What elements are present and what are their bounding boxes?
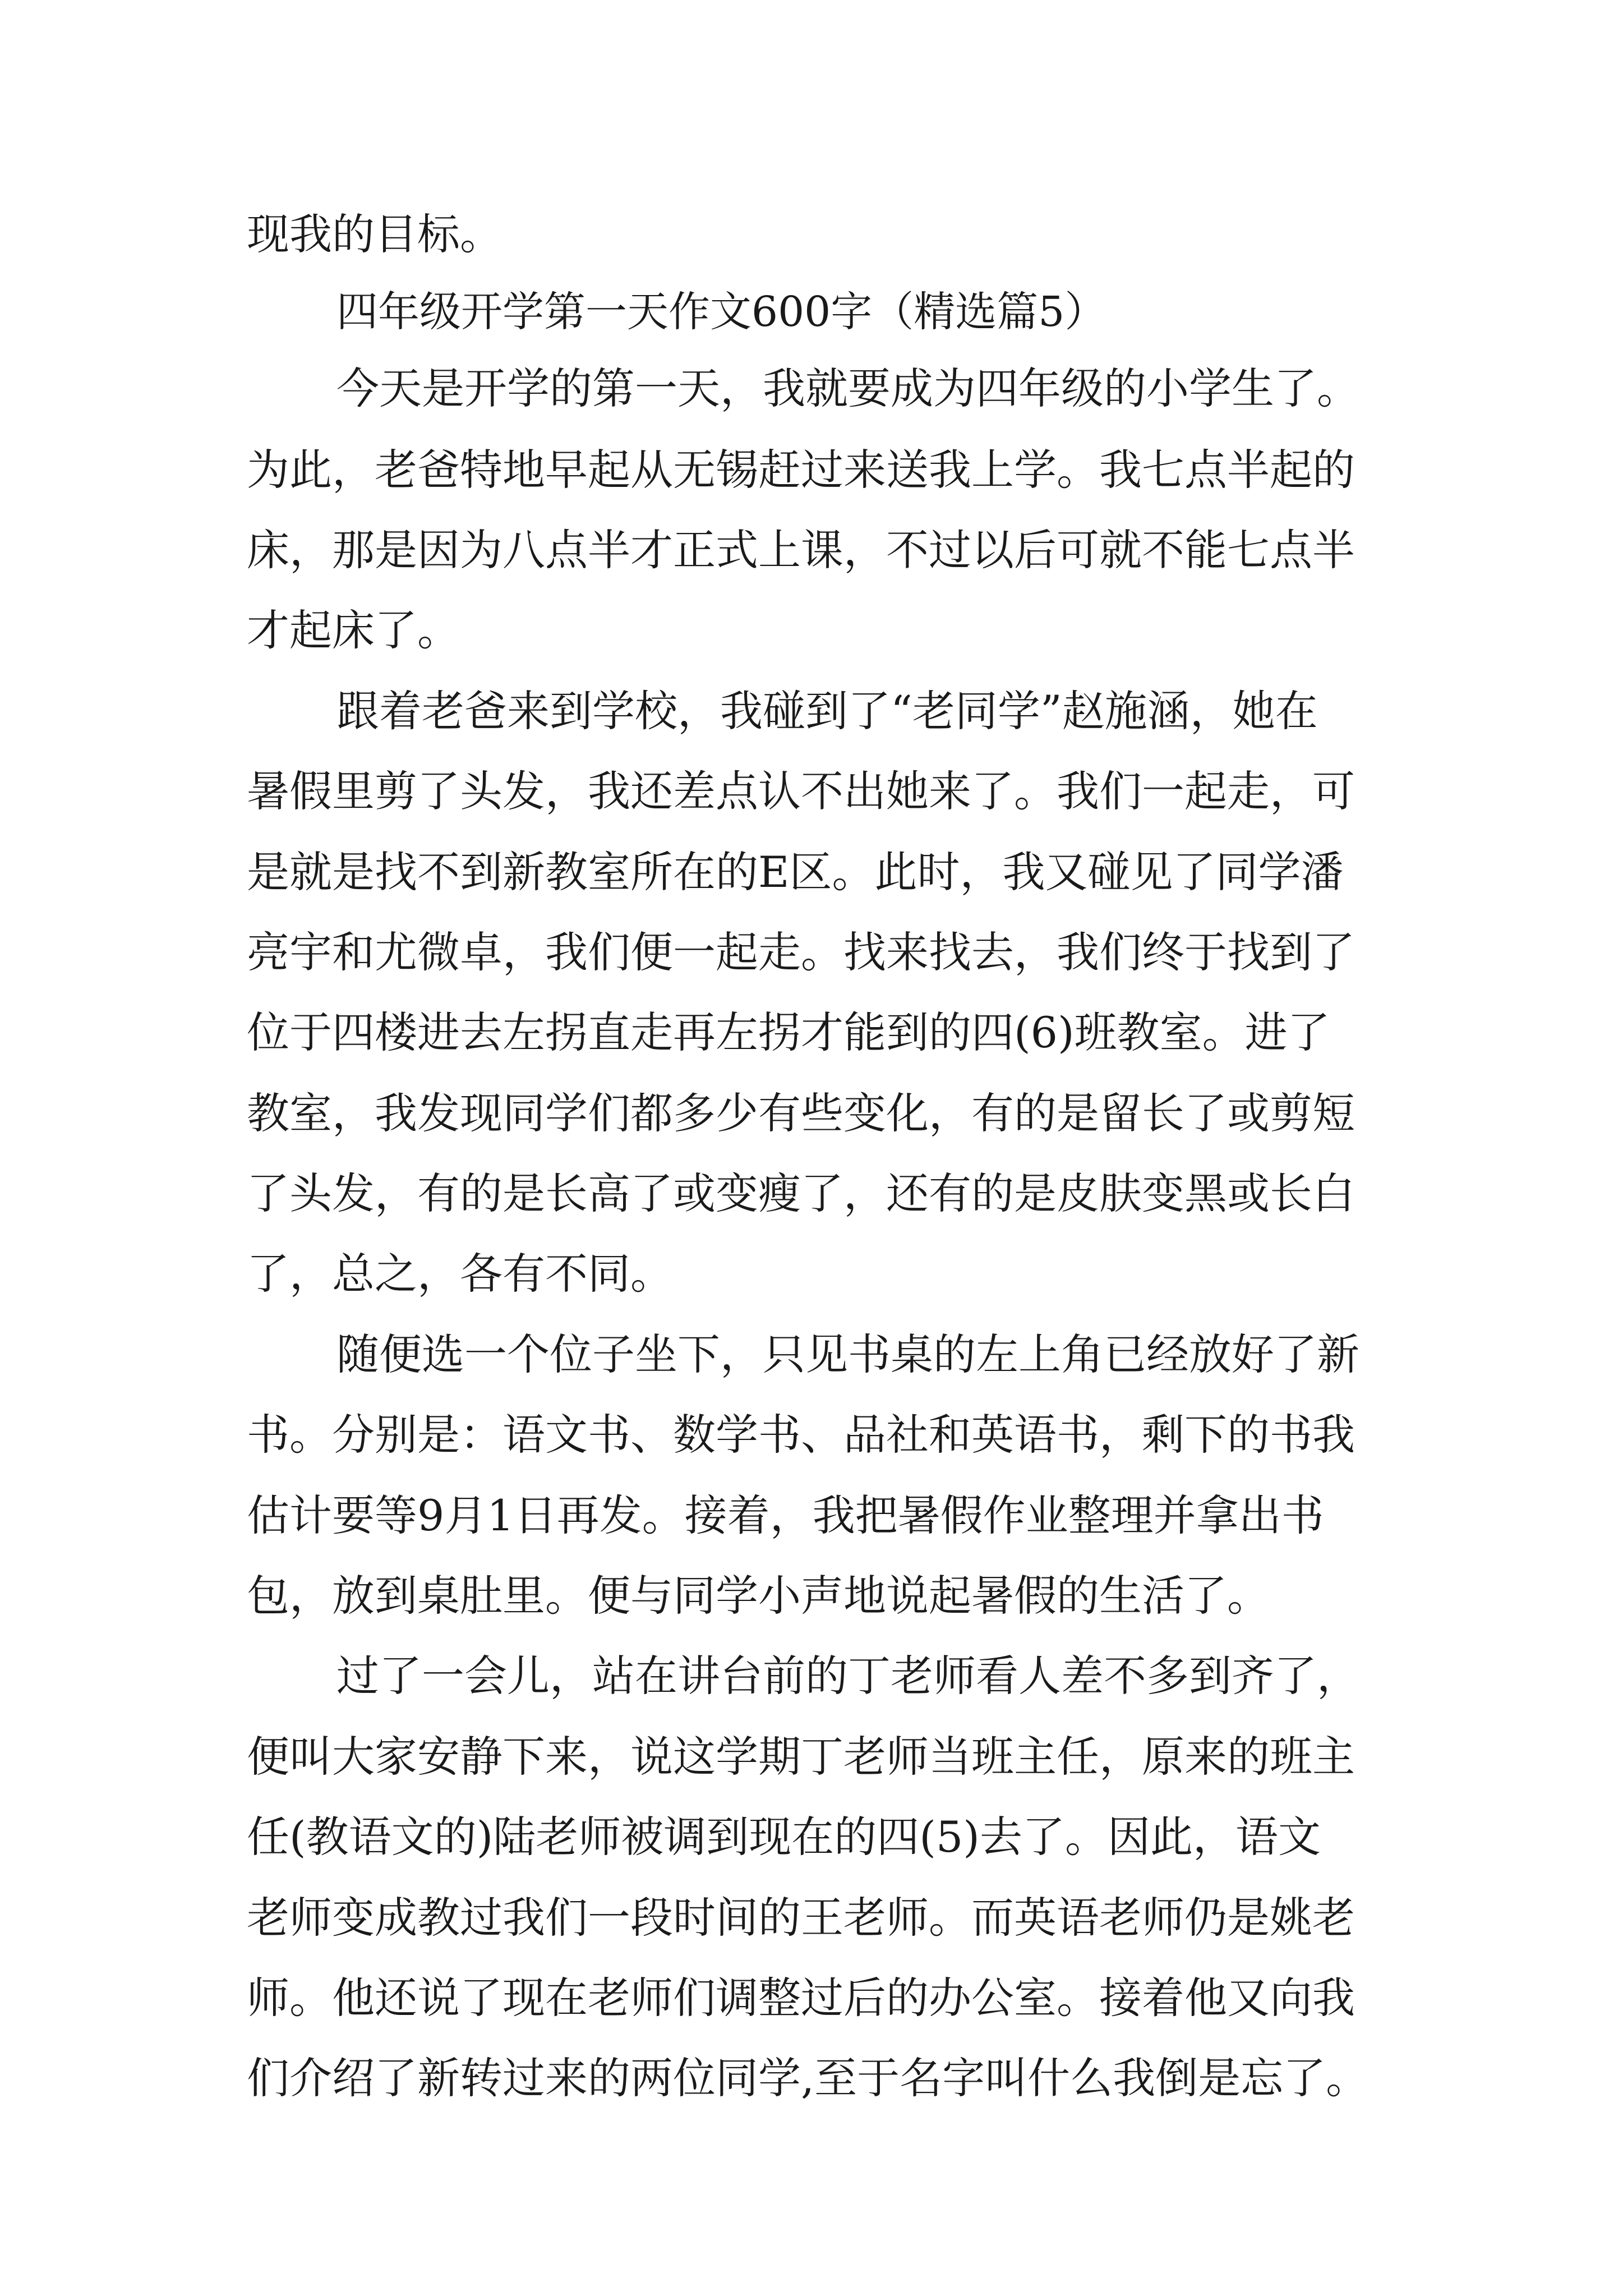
text-line-15: 随便选一个位子坐下，只见书桌的左上角已经放好了新 <box>336 1329 1359 1379</box>
text-line-13: 了头发，有的是长高了或变瘦了，还有的是皮肤变黑或长白 <box>247 1168 1355 1218</box>
text-line-17: 估计要等9月1日再发。接着，我把暑假作业整理并拿出书 <box>247 1490 1324 1540</box>
text-line-7: 跟着老爸来到学校，我碰到了“老同学”赵施涵，她在 <box>336 686 1318 736</box>
text-line-6: 才起床了。 <box>247 605 460 655</box>
text-line-10: 亮宇和尤微卓，我们便一起走。找来找去，我们终于找到了 <box>247 927 1355 977</box>
text-line-5: 床，那是因为八点半才正式上课，不过以后可就不能七点半 <box>247 525 1355 575</box>
text-line-21: 任(教语文的)陆老师被调到现在的四(5)去了。因此，语文 <box>247 1812 1321 1862</box>
text-line-9: 是就是找不到新教室所在的E区。此时，我又碰见了同学潘 <box>247 847 1344 897</box>
text-line-20: 便叫大家安静下来，说这学期丁老师当班主任，原来的班主 <box>247 1732 1355 1782</box>
text-line-24: 们介绍了新转过来的两位同学,至于名字叫什么我倒是忘了。 <box>247 2053 1369 2103</box>
text-line-4: 为此，老爸特地早起从无锡赶过来送我上学。我七点半起的 <box>247 445 1355 495</box>
text-line-14: 了，总之，各有不同。 <box>247 1249 673 1299</box>
text-line-18: 包，放到桌肚里。便与同学小声地说起暑假的生活了。 <box>247 1571 1270 1621</box>
text-line-1: 现我的目标。 <box>247 209 502 259</box>
text-line-11: 位于四楼进去左拐直走再左拐才能到的四(6)班教室。进了 <box>247 1007 1330 1057</box>
essay-title: 四年级开学第一天作文600字（精选篇5） <box>336 288 1106 336</box>
text-line-16: 书。分别是：语文书、数学书、品社和英语书，剩下的书我 <box>247 1410 1355 1460</box>
text-line-8: 暑假里剪了头发，我还差点认不出她来了。我们一起走，可 <box>247 766 1355 816</box>
text-line-23: 师。他还说了现在老师们调整过后的办公室。接着他又向我 <box>247 1973 1355 2023</box>
text-line-12: 教室，我发现同学们都多少有些变化，有的是留长了或剪短 <box>247 1088 1355 1138</box>
text-line-3: 今天是开学的第一天，我就要成为四年级的小学生了。 <box>336 364 1359 413</box>
text-line-19: 过了一会儿，站在讲台前的丁老师看人差不多到齐了， <box>336 1651 1359 1701</box>
text-line-22: 老师变成教过我们一段时间的王老师。而英语老师仍是姚老 <box>247 1893 1355 1943</box>
